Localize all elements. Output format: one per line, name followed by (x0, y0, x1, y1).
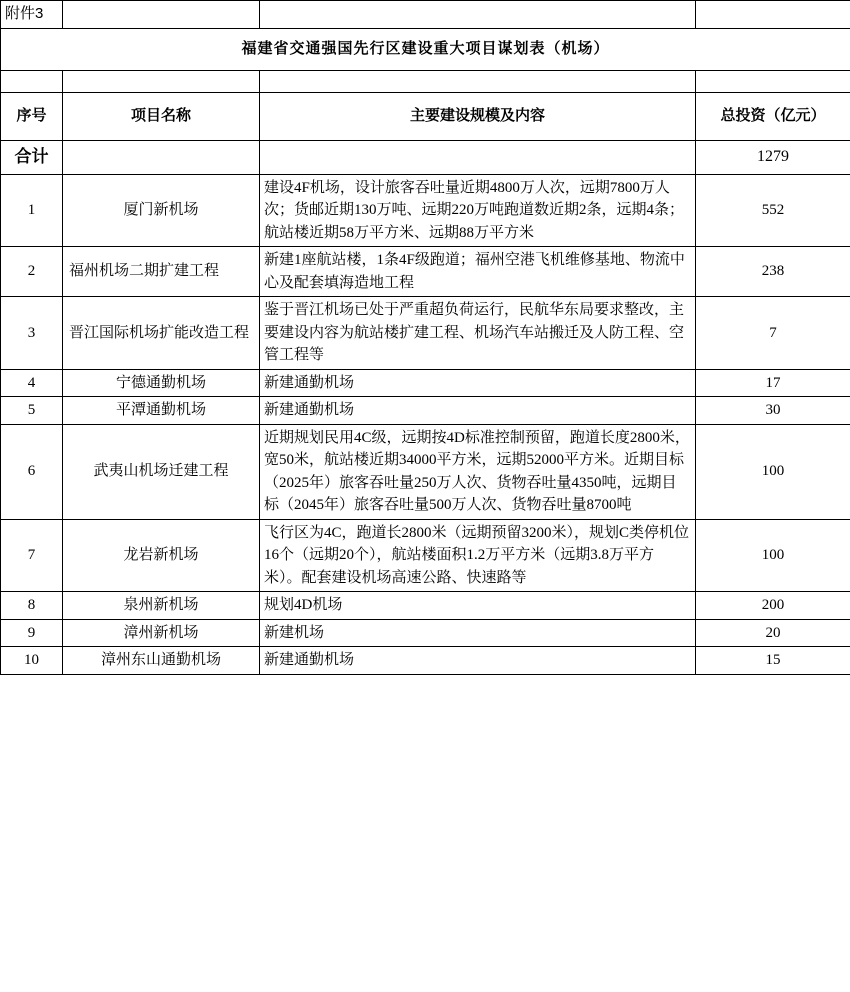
row-investment: 200 (696, 592, 850, 620)
row-content: 近期规划民用4C级，远期按4D标准控制预留，跑道长度2800米，宽50米，航站楼近期34000平方米，远期52000平方米。近期目标（2025年）旅客吞吐量250万人次、货物吞吐量4350吨，远期目标（2045年）旅客吞吐量500万人次、货物吞吐量8700吨 (260, 424, 696, 519)
row-project-name: 漳州新机场 (63, 619, 260, 647)
row-investment: 100 (696, 424, 850, 519)
row-seq: 9 (1, 619, 63, 647)
row-project-name: 龙岩新机场 (63, 519, 260, 592)
row-content: 鉴于晋江机场已处于严重超负荷运行，民航华东局要求整改，主要建设内容为航站楼扩建工程、机场汽车站搬迁及人防工程、空管工程等 (260, 297, 696, 370)
column-header-content: 主要建设规模及内容 (260, 92, 696, 140)
table-row (1, 424, 850, 519)
row-project-name: 平潭通勤机场 (63, 397, 260, 425)
table-row (1, 297, 850, 370)
column-header-seq: 序号 (1, 92, 63, 140)
attachment-cell-4 (696, 1, 850, 29)
row-project-name: 宁德通勤机场 (63, 369, 260, 397)
row-project-name: 晋江国际机场扩能改造工程 (63, 297, 260, 370)
row-seq: 1 (1, 174, 63, 247)
row-investment: 100 (696, 519, 850, 592)
spacer-cell-3 (260, 70, 696, 92)
table-row (1, 397, 850, 425)
row-content: 新建通勤机场 (260, 369, 696, 397)
row-project-name: 武夷山机场迁建工程 (63, 424, 260, 519)
row-project-name: 厦门新机场 (63, 174, 260, 247)
row-content: 新建通勤机场 (260, 397, 696, 425)
total-blank-content (260, 140, 696, 174)
row-project-name: 泉州新机场 (63, 592, 260, 620)
row-content: 新建通勤机场 (260, 647, 696, 675)
row-investment: 238 (696, 247, 850, 297)
total-label: 合计 (1, 140, 63, 174)
spacer-cell-2 (63, 70, 260, 92)
title-row (1, 28, 850, 70)
row-seq: 5 (1, 397, 63, 425)
spacer-row (1, 70, 850, 92)
row-investment: 20 (696, 619, 850, 647)
row-content: 规划4D机场 (260, 592, 696, 620)
row-seq: 4 (1, 369, 63, 397)
row-content: 建设4F机场，设计旅客吞吐量近期4800万人次，远期7800万人次；货邮近期130万吨、远期220万吨跑道数近期2条，远期4条；航站楼近期58万平方米、远期88万平方米 (260, 174, 696, 247)
row-seq: 6 (1, 424, 63, 519)
row-content: 新建1座航站楼，1条4F级跑道；福州空港飞机维修基地、物流中心及配套填海造地工程 (260, 247, 696, 297)
row-seq: 10 (1, 647, 63, 675)
column-header-project-name: 项目名称 (63, 92, 260, 140)
row-investment: 7 (696, 297, 850, 370)
row-investment: 552 (696, 174, 850, 247)
total-row (1, 140, 850, 174)
spacer-cell-4 (696, 70, 850, 92)
attachment-cell-3 (260, 1, 696, 29)
column-header-investment: 总投资（亿元） (696, 92, 850, 140)
table-row (1, 369, 850, 397)
attachment-row (1, 1, 850, 29)
row-seq: 8 (1, 592, 63, 620)
row-content: 飞行区为4C，跑道长2800米（远期预留3200米），规划C类停机位16个（远期20个），航站楼面积1.2万平方米（远期3.8万平方米）。配套建设机场高速公路、快速路等 (260, 519, 696, 592)
table-row (1, 174, 850, 247)
page-title: 福建省交通强国先行区建设重大项目谋划表（机场） (1, 28, 850, 70)
table-row (1, 619, 850, 647)
row-investment: 30 (696, 397, 850, 425)
row-content: 新建机场 (260, 619, 696, 647)
row-seq: 7 (1, 519, 63, 592)
row-investment: 17 (696, 369, 850, 397)
spacer-cell-1 (1, 70, 63, 92)
total-blank-name (63, 140, 260, 174)
table-header-row (1, 92, 850, 140)
row-investment: 15 (696, 647, 850, 675)
attachment-cell-2 (63, 1, 260, 29)
attachment-label: 附件3 (1, 1, 63, 29)
table-row (1, 247, 850, 297)
table-row (1, 647, 850, 675)
row-project-name: 福州机场二期扩建工程 (63, 247, 260, 297)
total-value: 1279 (696, 140, 850, 174)
row-seq: 2 (1, 247, 63, 297)
row-project-name: 漳州东山通勤机场 (63, 647, 260, 675)
table-row (1, 592, 850, 620)
row-seq: 3 (1, 297, 63, 370)
table-row (1, 519, 850, 592)
